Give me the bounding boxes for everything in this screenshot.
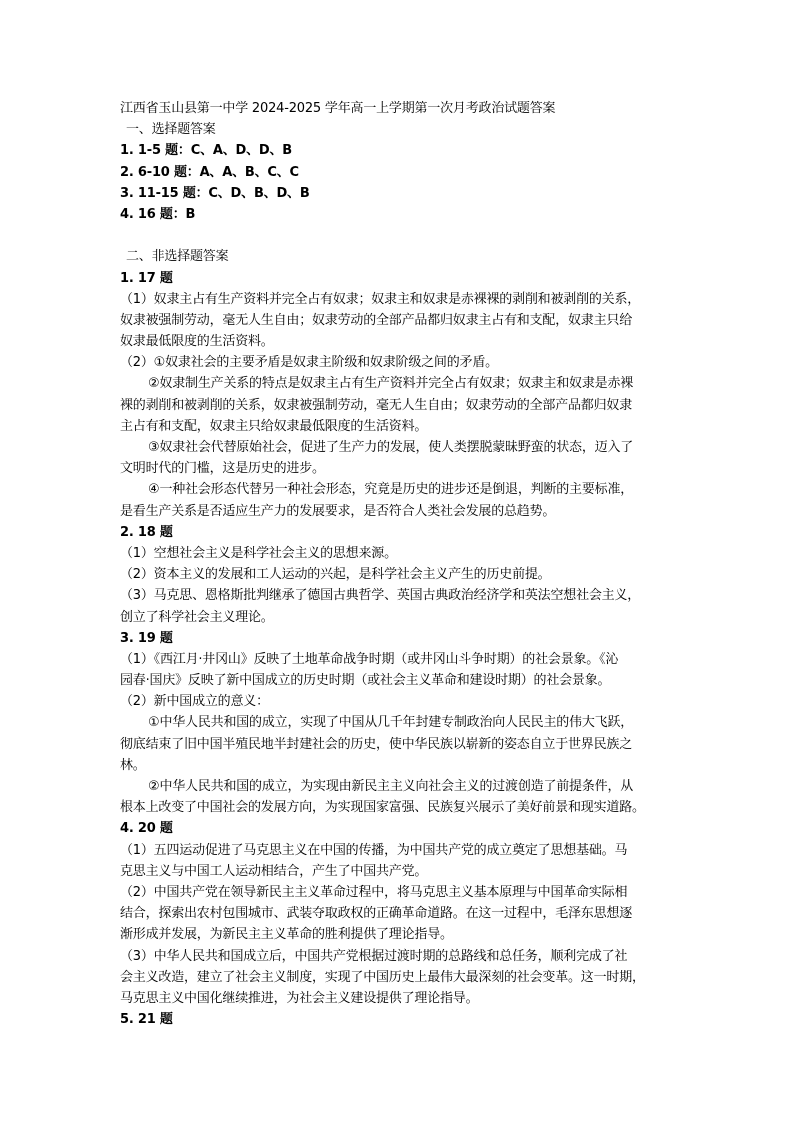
q17-p1-line1: （1）奴隶主占有生产资料并完全占有奴隶；奴隶主和奴隶是赤裸裸的剥削和被剥削的关系， — [120, 291, 641, 307]
choice-answer-2: 2. 6-10 题：A、A、B、C、C — [120, 164, 299, 180]
document-title: 江西省玉山县第一中学 2024-2025 学年高一上学期第一次月考政治试题答案 — [120, 101, 556, 116]
q19-p3-line1: ①中华人民共和国的成立，实现了中国从几千年封建专制政治向人民民主的伟大飞跃， — [148, 715, 634, 731]
q20-p2-line2: 结合，探索出农村包围城市、武装夺取政权的正确革命道路。在这一过程中，毛泽东思想逐 — [120, 906, 633, 922]
q19-p1-line1: （1）《西江月·井冈山》反映了土地革命战争时期（或井冈山斗争时期）的社会景象。《沁 — [120, 651, 619, 667]
q20-p3-line1: （3）中华人民共和国成立后，中国共产党根据过渡时期的总路线和总任务，顺利完成了社 — [120, 948, 628, 964]
section2-heading: 二、非选择题答案 — [126, 249, 229, 265]
question-19-label: 3. 19 题 — [120, 630, 173, 646]
q20-p3-line3: 马克思主义中国化继续推进，为社会主义建设提供了理论指导。 — [120, 990, 479, 1006]
q19-p4-line2: 根本上改变了中国社会的发展方向，为实现国家富强、民族复兴展示了美好前景和现实道路。 — [120, 800, 645, 816]
q17-p5-line1: ④一种社会形态代替另一种社会形态，究竟是历史的进步还是倒退，判断的主要标准， — [148, 482, 634, 498]
question-21-label: 5. 21 题 — [120, 1012, 173, 1028]
q19-p2: （2）新中国成立的意义： — [120, 694, 269, 710]
spacer — [120, 225, 680, 246]
q17-p4-line2: 文明时代的门槛，这是历史的进步。 — [120, 461, 325, 477]
q19-p3-line2: 彻底结束了旧中国半殖民地半封建社会的历史，使中华民族以崭新的姿态自立于世界民族之 — [120, 736, 633, 752]
choice-answer-1: 1. 1-5 题：C、A、D、D、B — [120, 143, 293, 159]
q20-p1-line1: （1）五四运动促进了马克思主义在中国的传播，为中国共产党的成立奠定了思想基础。马 — [120, 842, 628, 858]
q18-p3-line2: 创立了科学社会主义理论。 — [120, 609, 274, 625]
q17-p3-line2: 裸的剥削和被剥削的关系，奴隶被强制劳动，毫无人生自由；奴隶劳动的全部产品都归奴隶 — [120, 397, 633, 413]
choice-answer-3: 3. 11-15 题：C、D、B、D、B — [120, 185, 310, 201]
section1-heading: 一、选择题答案 — [126, 122, 216, 138]
q17-p3-line1: ②奴隶制生产关系的特点是奴隶主占有生产资料并完全占有奴隶；奴隶主和奴隶是赤裸 — [148, 376, 634, 392]
q18-p3-line1: （3）马克思、恩格斯批判继承了德国古典哲学、英国古典政治经济学和英法空想社会主义， — [120, 588, 641, 604]
q20-p1-line2: 克思主义与中国工人运动相结合，产生了中国共产党。 — [120, 863, 428, 879]
q20-p3-line2: 会主义改造，建立了社会主义制度，实现了中国历史上最伟大最深刻的社会变革。这一时期， — [120, 969, 645, 985]
question-17-label: 1. 17 题 — [120, 270, 173, 286]
choice-answer-4: 4. 16 题：B — [120, 206, 196, 222]
q17-p2: （2）①奴隶社会的主要矛盾是奴隶主阶级和奴隶阶级之间的矛盾。 — [120, 355, 498, 371]
question-18-label: 2. 18 题 — [120, 524, 173, 540]
q17-p3-line3: 主占有和支配，奴隶主只给奴隶最低限度的生活资料。 — [120, 418, 428, 434]
q18-p2: （2）资本主义的发展和工人运动的兴起，是科学社会主义产生的历史前提。 — [120, 567, 551, 583]
q19-p4-line1: ②中华人民共和国的成立，为实现由新民主主义向社会主义的过渡创造了前提条件，从 — [148, 779, 634, 794]
q19-p1-line2: 园春·国庆》反映了新中国成立的历史时期（或社会主义革命和建设时期）的社会景象。 — [120, 673, 611, 689]
q17-p1-line3: 奴隶最低限度的生活资料。 — [120, 334, 274, 350]
q20-p2-line3: 渐形成并发展，为新民主主义革命的胜利提供了理论指导。 — [120, 927, 453, 943]
q18-p1: （1）空想社会主义是科学社会主义的思想来源。 — [120, 545, 397, 561]
q20-p2-line1: （2）中国共产党在领导新民主主义革命过程中，将马克思主义基本原理与中国革命实际相 — [120, 884, 628, 900]
document-page — [120, 98, 680, 1030]
q17-p1-line2: 奴隶被强制劳动，毫无人生自由；奴隶劳动的全部产品都归奴隶主占有和支配，奴隶主只给 — [120, 312, 633, 328]
q17-p5-line2: 是看生产关系是否适应生产力的发展要求，是否符合人类社会发展的总趋势。 — [120, 503, 556, 519]
q19-p3-line3: 林。 — [120, 757, 146, 773]
question-20-label: 4. 20 题 — [120, 821, 173, 837]
q17-p4-line1: ③奴隶社会代替原始社会，促进了生产力的发展，使人类摆脱蒙昧野蛮的状态，迈入了 — [148, 440, 634, 455]
